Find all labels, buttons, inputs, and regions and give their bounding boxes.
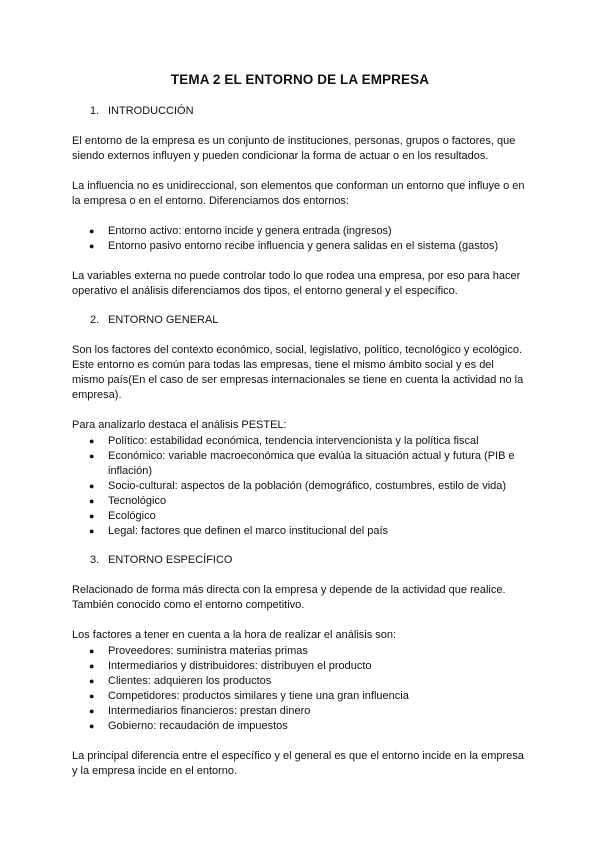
list-item-text: Socio-cultural: aspectos de la población (demográfico, costumbres, estilo de vida) (108, 480, 507, 492)
paragraph: Para analizarlo destaca el análisis PESTEL: (72, 419, 287, 431)
bullet-icon: ● (89, 721, 95, 731)
list-item (72, 449, 528, 479)
paragraph: Relacionado de forma más directa con la empresa y depende de la actividad que realice. También conocido como el entorno competitivo. (72, 584, 506, 611)
list-item-text: Intermediarios y distribuidores: distribuyen el producto (108, 660, 372, 672)
paragraph: El entorno de la empresa es un conjunto de instituciones, personas, grupos o factores, que siendo externos influyen y pueden condicionar la forma de actuar o en los resultados. (72, 135, 516, 162)
page-title: TEMA 2 EL ENTORNO DE LA EMPRESA (170, 72, 430, 87)
list-item (72, 239, 528, 254)
section-number: 2. (90, 314, 100, 326)
list-item (72, 704, 528, 719)
list-item-text: Clientes: adquieren los productos (108, 675, 272, 687)
bullet-list (72, 224, 528, 254)
list-item-text: Económico: variable macroeconómica que evalúa la situación actual y futura (PIB e inflación) (108, 450, 515, 477)
list-item-text: Intermediarios financieros: prestan dinero (108, 705, 311, 717)
list-item (72, 719, 528, 734)
bullet-icon: ● (89, 511, 95, 521)
section-number: 1. (90, 105, 100, 117)
list-item-text: Entorno pasivo entorno recibe influencia y genera salidas en el sistema (gastos) (108, 240, 499, 252)
paragraph: La variables externa no puede controlar todo lo que rodea una empresa, por eso para hacer operativo el análisis diferenciamos dos tipos, el entorno general y el específico. (72, 270, 521, 297)
bullet-icon: ● (89, 451, 95, 461)
list-item (72, 689, 528, 704)
list-item-text: Legal: factores que definen el marco institucional del país (108, 525, 389, 537)
paragraph: Son los factores del contexto económico, social, legislativo, político, tecnológico y ecológico. Este entorno es común para todas las empresas, tiene el mismo ámbito social y es del mismo país(En el caso de ser empresas internacionales se tiene en cuenta la actividad no la empresa). (72, 344, 524, 401)
bullet-icon: ● (89, 496, 95, 506)
section-title: ENTORNO GENERAL (108, 314, 219, 326)
bullet-list (72, 644, 528, 734)
list-item-text: Proveedores: suministra materias primas (108, 645, 308, 657)
bullet-icon: ● (89, 661, 95, 671)
bullet-icon: ● (89, 706, 95, 716)
bullet-icon: ● (89, 226, 95, 236)
bullet-icon: ● (89, 676, 95, 686)
list-item (72, 434, 528, 449)
section-heading-introduccion (72, 105, 528, 117)
section-number: 3. (90, 554, 100, 566)
bullet-icon: ● (89, 241, 95, 251)
bullet-icon: ● (89, 526, 95, 536)
paragraph: Los factores a tener en cuenta a la hora de realizar el análisis son: (72, 629, 397, 641)
section-heading-entorno-general (72, 314, 528, 326)
bullet-icon: ● (89, 436, 95, 446)
list-item (72, 674, 528, 689)
bullet-icon: ● (89, 646, 95, 656)
list-item-text: Entorno activo: entorno incide y genera entrada (ingresos) (108, 225, 392, 237)
list-item-text: Competidores: productos similares y tiene una gran influencia (108, 690, 409, 702)
list-item (72, 494, 528, 509)
list-item (72, 644, 528, 659)
bullet-list (72, 434, 528, 539)
paragraph: La influencia no es unidireccional, son elementos que conforman un entorno que influye o en la empresa o en el entorno. Diferenciamos dos entornos: (72, 180, 525, 207)
list-item-text: Ecológico (108, 510, 156, 522)
list-item-text: Gobierno: recaudación de impuestos (108, 720, 288, 732)
paragraph: La principal diferencia entre el específico y el general es que el entorno incide en la empresa y la empresa incide en el entorno. (72, 750, 524, 777)
list-item (72, 509, 528, 524)
section-title: INTRODUCCIÓN (108, 105, 194, 117)
list-item (72, 479, 528, 494)
list-item (72, 524, 528, 539)
list-item (72, 659, 528, 674)
bullet-icon: ● (89, 481, 95, 491)
section-title: ENTORNO ESPECÍFICO (108, 554, 233, 566)
list-item-text: Tecnológico (108, 495, 167, 507)
section-heading-entorno-especifico (72, 554, 528, 566)
bullet-icon: ● (89, 691, 95, 701)
list-item (72, 224, 528, 239)
list-item-text: Político: estabilidad económica, tendencia intervencionista y la política fiscal (108, 435, 479, 447)
